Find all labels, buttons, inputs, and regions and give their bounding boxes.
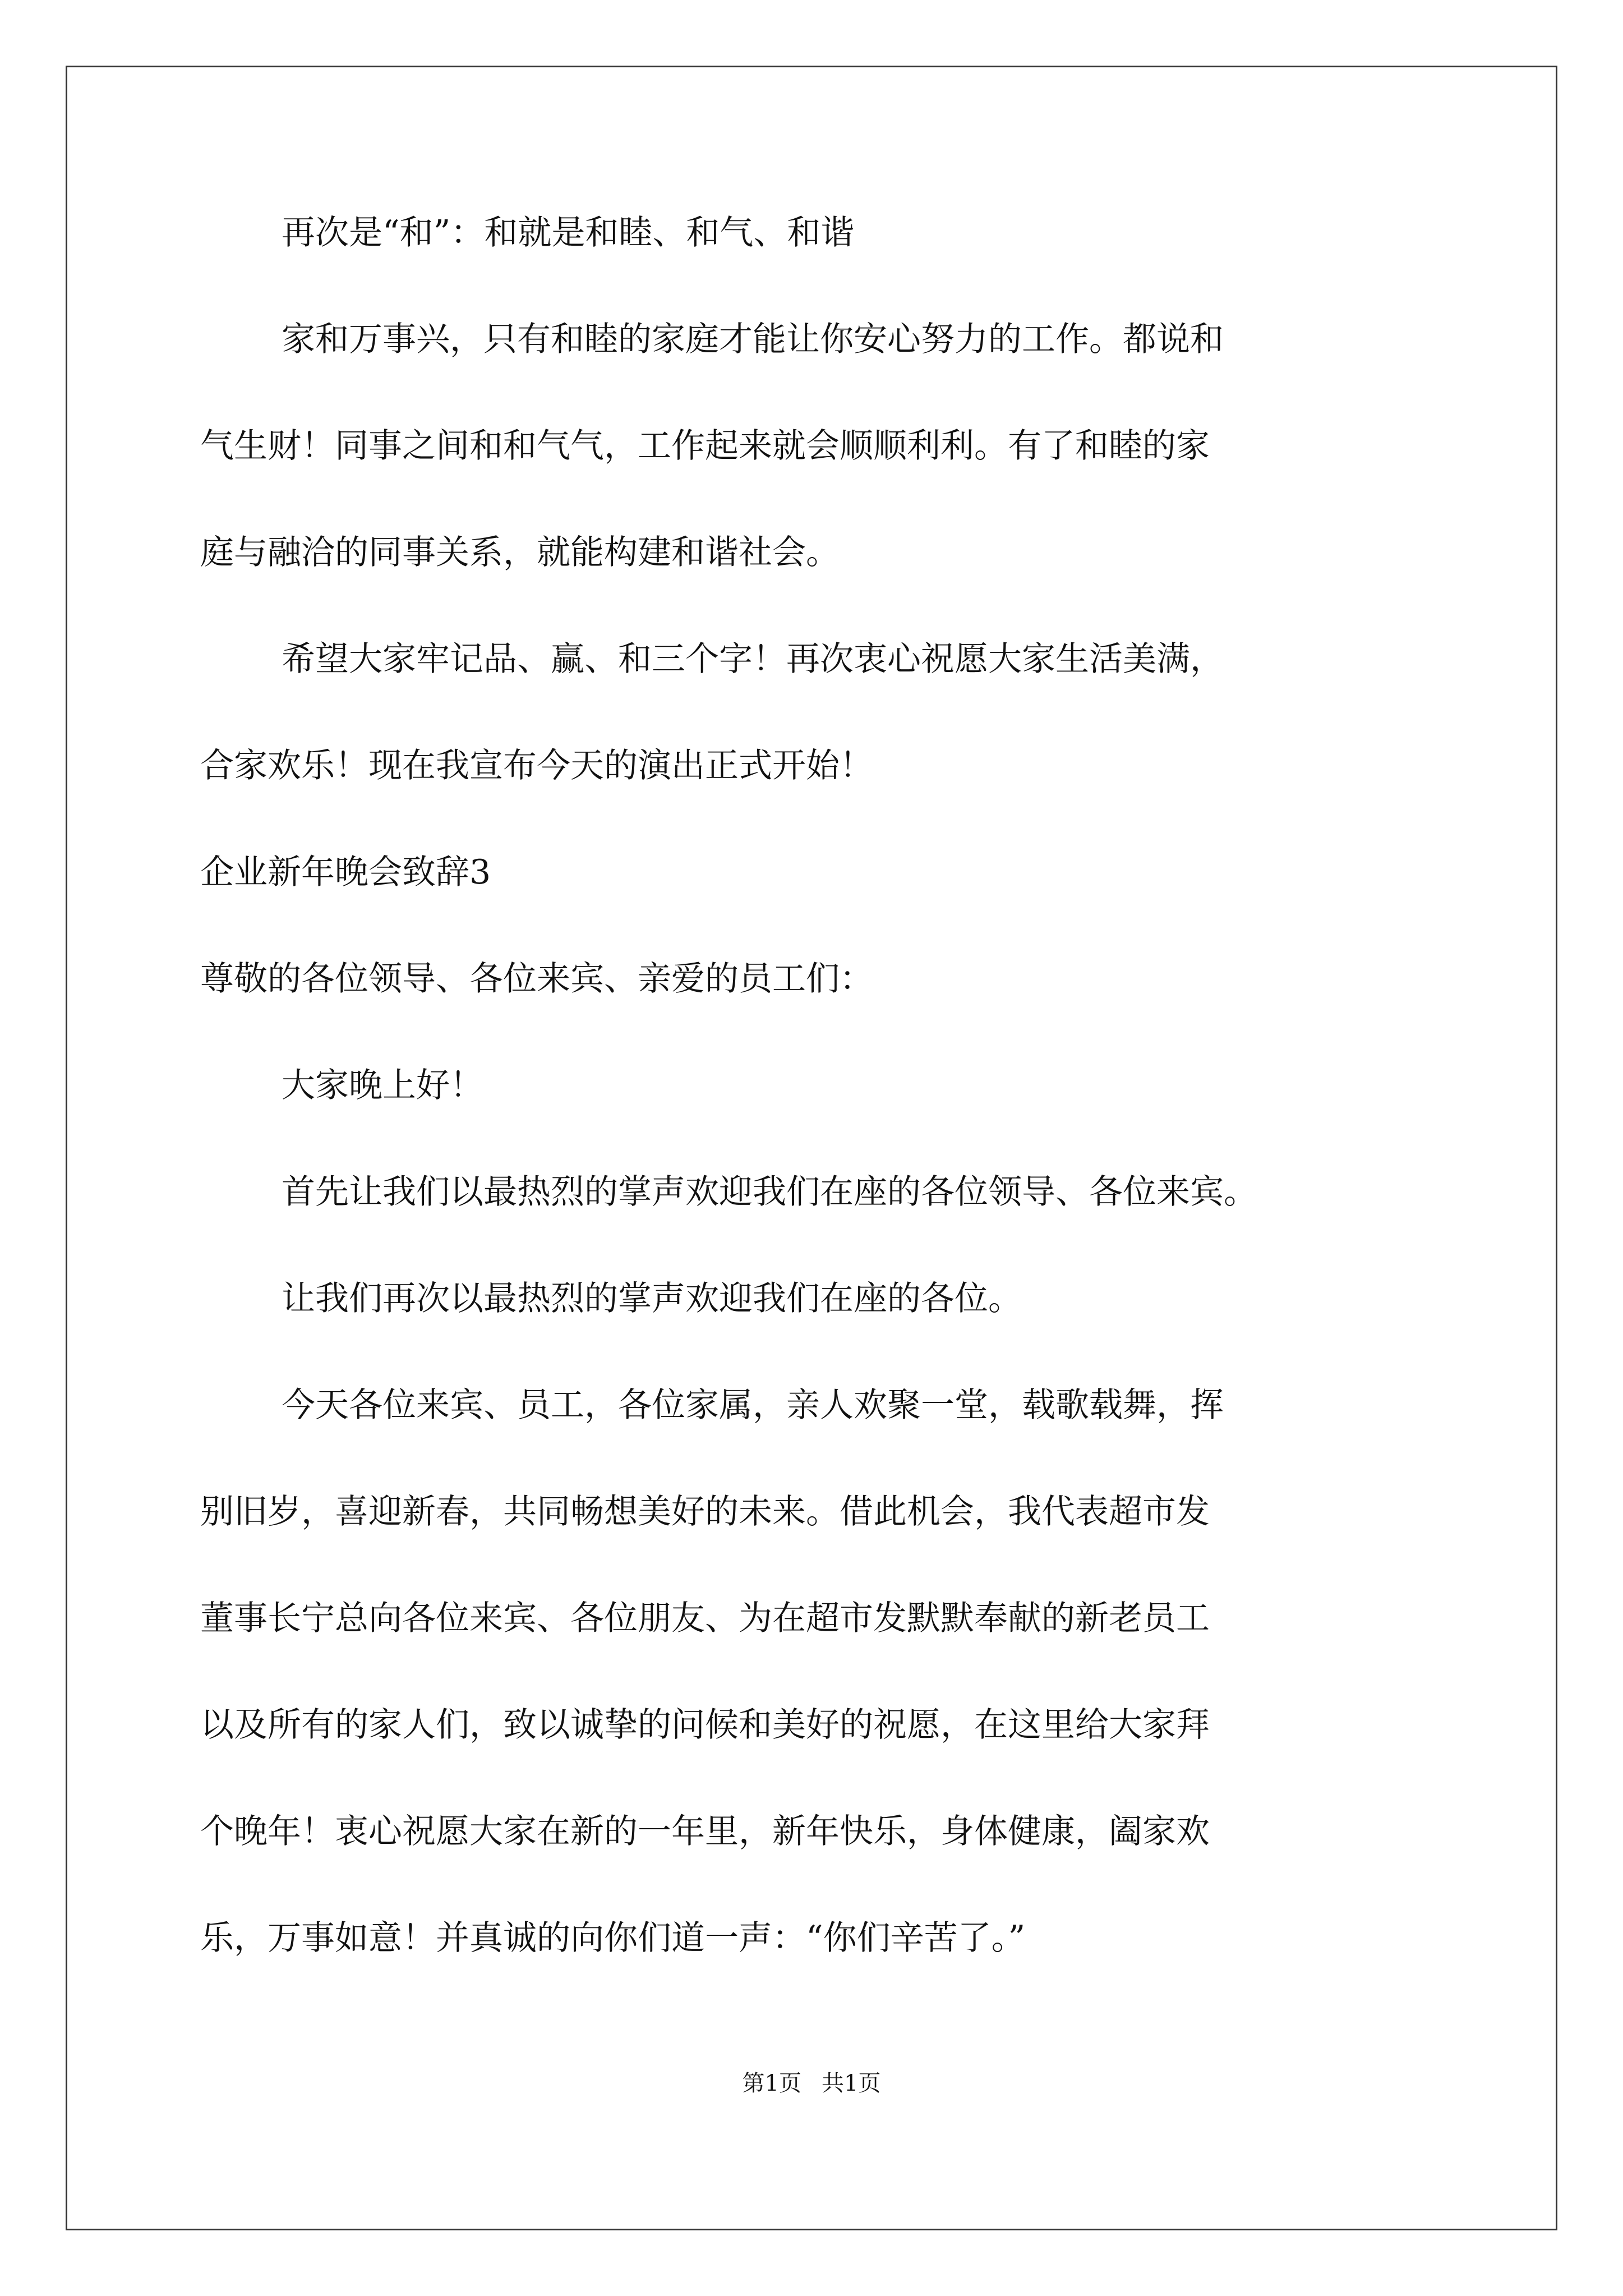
paragraph-line: 乐，万事如意！并真诚的向你们道一声：“你们辛苦了。”	[200, 1918, 1026, 1958]
page-number: 第1页	[742, 2070, 801, 2096]
paragraph-line: 希望大家牢记品、赢、和三个字！再次衷心祝愿大家生活美满，	[282, 639, 1224, 679]
paragraph-line: 今天各位来宾、员工，各位家属，亲人欢聚一堂，载歌载舞，挥	[282, 1386, 1224, 1425]
paragraph-line: 别旧岁，喜迎新春，共同畅想美好的未来。借此机会，我代表超市发	[200, 1492, 1210, 1531]
paragraph-line: 以及所有的家人们，致以诚挚的问候和美好的祝愿，在这里给大家拜	[200, 1705, 1210, 1745]
greeting-line: 大家晚上好！	[282, 1066, 483, 1105]
section-heading: 企业新年晚会致辞3	[200, 853, 491, 892]
paragraph-line: 个晚年！衷心祝愿大家在新的一年里，新年快乐，身体健康，阖家欢	[200, 1812, 1210, 1851]
paragraph-line: 家和万事兴，只有和睦的家庭才能让你安心努力的工作。都说和	[282, 320, 1224, 359]
paragraph-line: 气生财！同事之间和和气气，工作起来就会顺顺利利。有了和睦的家	[200, 426, 1210, 466]
document-body	[200, 213, 1434, 2028]
paragraph-line: 合家欢乐！现在我宣布今天的演出正式开始！	[200, 746, 873, 785]
paragraph-line: 董事长宁总向各位来宾、各位朋友、为在超市发默默奉献的新老员工	[200, 1599, 1210, 1638]
page-footer	[0, 2071, 1623, 2096]
page-total: 共1页	[822, 2070, 881, 2096]
paragraph-line: 再次是“和”：和就是和睦、和气、和谐	[282, 213, 855, 252]
paragraph-line: 首先让我们以最热烈的掌声欢迎我们在座的各位领导、各位来宾。	[282, 1172, 1257, 1212]
salutation-line: 尊敬的各位领导、各位来宾、亲爱的员工们：	[200, 959, 873, 999]
paragraph-line: 庭与融洽的同事关系，就能构建和谐社会。	[200, 533, 840, 572]
paragraph-line: 让我们再次以最热烈的掌声欢迎我们在座的各位。	[282, 1279, 1022, 1318]
